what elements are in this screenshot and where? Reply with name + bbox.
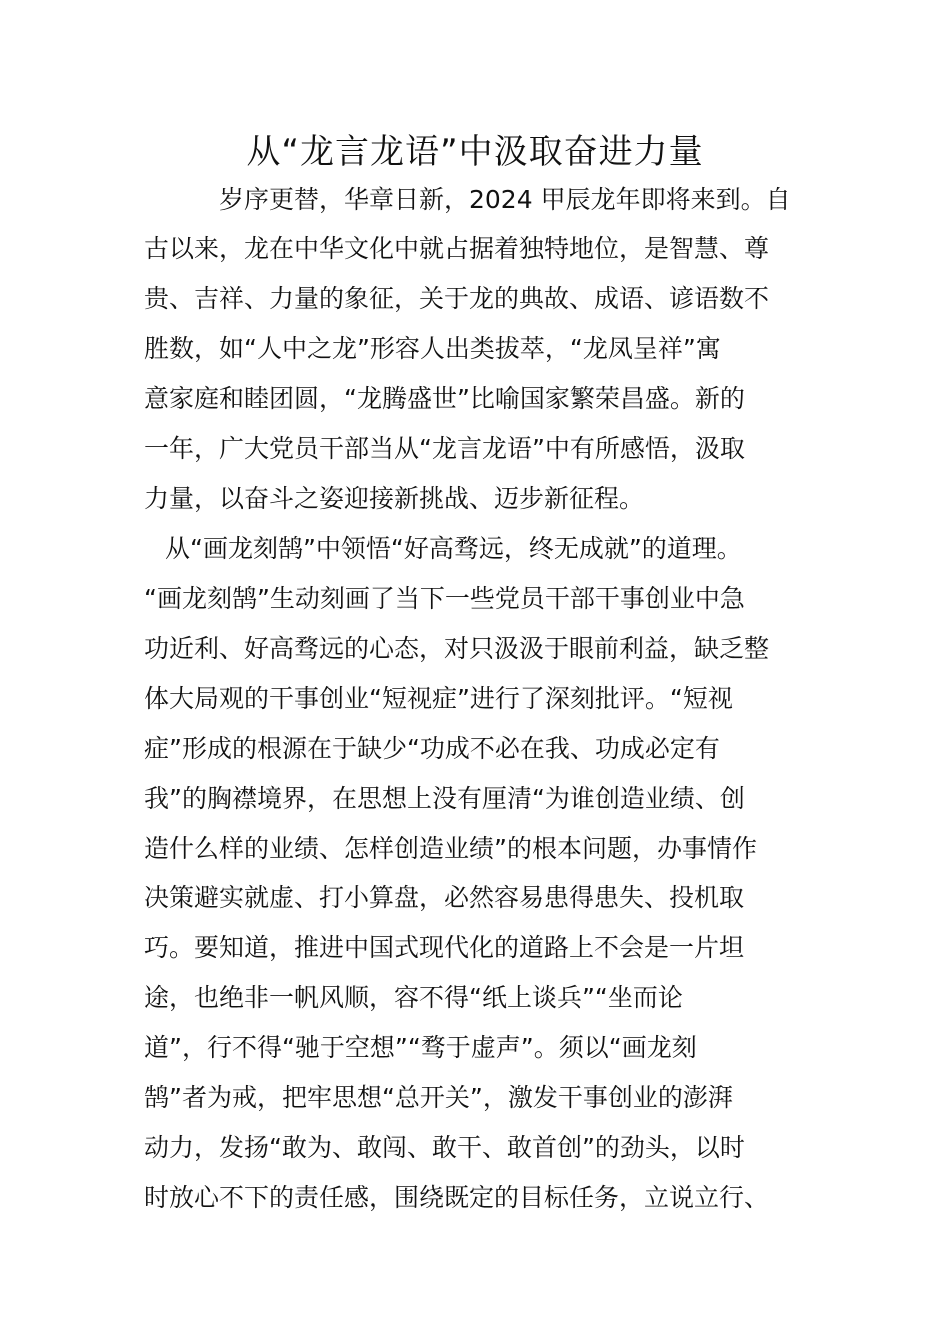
text-line: 道”，行不得“驰于空想”“骛于虚声”。须以“画龙刻 [144,1033,697,1062]
text-line: 贵、吉祥、力量的象征，关于龙的典故、成语、谚语数不 [144,284,770,313]
text-line: 岁序更替，华章日新，2024 甲辰龙年即将来到。自 [219,185,791,214]
text-line: 动力，发扬“敢为、敢闯、敢干、敢首创”的劲头，以时 [144,1133,745,1162]
text-line: 决策避实就虚、打小算盘，必然容易患得患失、投机取 [144,883,745,912]
document-title: 从“龙言龙语”中汲取奋进力量 [246,132,704,172]
text-line: 力量，以奋斗之姿迎接新挑战、迈步新征程。 [144,484,645,513]
text-line: 症”形成的根源在于缺少“功成不必在我、功成必定有 [144,734,720,763]
text-line: 意家庭和睦团圆，“龙腾盛世”比喻国家繁荣昌盛。新的 [144,384,745,413]
text-line: 巧。要知道，推进中国式现代化的道路上不会是一片坦 [144,933,745,962]
text-line: 功近利、好高骛远的心态，对只汲汲于眼前利益，缺乏整 [144,634,770,663]
text-line: 体大局观的干事创业“短视症”进行了深刻批评。“短视 [144,684,733,713]
text-line: 造什么样的业绩、怎样创造业绩”的根本问题，办事情作 [144,834,757,863]
text-line: 一年，广大党员干部当从“龙言龙语”中有所感悟，汲取 [144,434,745,463]
text-line: 胜数，如“人中之龙”形容人出类拔萃，“龙凤呈祥”寓 [144,334,721,363]
text-line: 从“画龙刻鹄”中领悟“好高骛远，终无成就”的道理。 [165,534,742,563]
text-line: 时放心不下的责任感，围绕既定的目标任务，立说立行、 [144,1183,770,1212]
text-line: 我”的胸襟境界，在思想上没有厘清“为谁创造业绩、创 [144,784,745,813]
text-line: “画龙刻鹄”生动刻画了当下一些党员干部干事创业中急 [144,584,745,613]
text-line: 鹄”者为戒，把牢思想“总开关”，激发干事创业的澎湃 [144,1083,733,1112]
text-line: 途，也绝非一帆风顺，容不得“纸上谈兵”“坐而论 [144,983,683,1012]
text-line: 古以来，龙在中华文化中就占据着独特地位，是智慧、尊 [144,234,770,263]
